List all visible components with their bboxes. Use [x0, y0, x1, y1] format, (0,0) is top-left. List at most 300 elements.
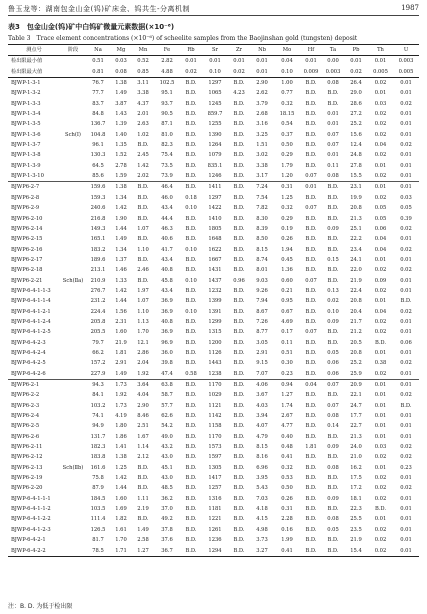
- value-cell: 83.7: [92, 100, 104, 107]
- value-cell: 0.02: [374, 131, 387, 138]
- value-cell: 1443: [208, 360, 222, 367]
- value-cell: 161.6: [90, 464, 106, 471]
- sample-id-cell: BJWP-6-4-1-2-1: [11, 308, 51, 315]
- value-cell: 37.8: [161, 526, 173, 533]
- value-cell: 7.54: [256, 194, 268, 201]
- column-header: Na: [86, 45, 110, 56]
- value-cell: 0.02: [374, 495, 387, 502]
- value-cell: B.D.: [233, 516, 245, 523]
- value-cell: 49.0: [161, 433, 173, 440]
- value-cell: B.D.: [305, 194, 317, 201]
- value-cell: 0.23: [274, 369, 300, 380]
- value-cell: 0.54: [281, 121, 293, 128]
- value-cell: 0.51: [281, 349, 293, 356]
- value-cell: 0.02: [374, 526, 387, 533]
- value-cell: B.D.: [137, 464, 149, 471]
- value-cell: B.D.: [327, 485, 339, 492]
- value-cell: 2.78: [115, 162, 127, 169]
- stage-cell: Sch(Ⅰ): [65, 131, 81, 138]
- value-cell: B.D.: [185, 349, 197, 356]
- value-cell: 1.36: [281, 267, 293, 274]
- value-cell: B.D.: [327, 215, 339, 222]
- value-cell: 205.8: [90, 318, 106, 325]
- value-cell: 3.11: [137, 80, 149, 87]
- value-cell: 20.4: [350, 308, 362, 315]
- table-row: [8, 193, 419, 203]
- value-cell: 0.01: [400, 318, 412, 325]
- value-cell: B.D.: [305, 162, 317, 169]
- value-cell: B.D.: [305, 433, 317, 440]
- value-cell: 2.91: [115, 360, 127, 367]
- value-cell: 1232: [208, 287, 222, 294]
- value-cell: 0.37: [281, 131, 293, 138]
- value-cell: 66.2: [92, 349, 104, 356]
- sample-id-cell: BJWP-1-3-9: [11, 162, 41, 169]
- value-cell: 1221: [208, 516, 222, 523]
- value-cell: B.D.: [185, 225, 197, 232]
- limit-cell: 0.009: [300, 67, 322, 78]
- value-cell: 210.9: [90, 277, 106, 284]
- sample-id-cell: BJWP-1-3-5: [11, 121, 41, 128]
- value-cell: 0.01: [400, 256, 412, 263]
- value-cell: B.D.: [327, 184, 339, 191]
- value-cell: 1.25: [115, 464, 127, 471]
- sample-id-cell: BJWP6-2-2: [11, 392, 40, 399]
- value-cell: 0.02: [368, 171, 393, 182]
- value-cell: 84.1: [92, 392, 104, 399]
- sample-id-cell: BJWP-6-4-1-1-1: [11, 495, 51, 502]
- value-cell: 1.92: [132, 369, 154, 380]
- value-cell: B.D.: [233, 142, 245, 149]
- value-cell: B.D.: [305, 454, 317, 461]
- limit-cell: 0.01: [250, 67, 274, 78]
- value-cell: 1.27: [281, 392, 293, 399]
- value-cell: 0.01: [400, 287, 412, 294]
- value-cell: B.D.: [233, 121, 245, 128]
- value-cell: 1.10: [137, 246, 149, 253]
- table-row: [8, 348, 419, 358]
- value-cell: B.D.: [137, 215, 149, 222]
- value-cell: 1.49: [110, 369, 132, 380]
- value-cell: 183.2: [90, 246, 106, 253]
- stage-cell: [60, 307, 86, 317]
- value-cell: 0.01: [374, 433, 387, 440]
- value-cell: 0.05: [374, 205, 387, 212]
- stage-cell: [60, 140, 86, 150]
- value-cell: 0.16: [281, 526, 293, 533]
- value-cell: 0.50: [281, 142, 293, 149]
- value-cell: 8.01: [256, 267, 268, 274]
- value-cell: 0.03: [374, 100, 387, 107]
- value-cell: 94.9: [92, 423, 104, 430]
- value-cell: 0.01: [400, 413, 412, 420]
- value-cell: B.D.: [233, 464, 245, 471]
- value-cell: 79.7: [92, 339, 104, 346]
- value-cell: B.D.: [137, 485, 149, 492]
- value-cell: 21.3: [350, 215, 362, 222]
- value-cell: 1.74: [281, 402, 293, 409]
- value-cell: 0.04: [374, 308, 387, 315]
- limit-cell: 0.005: [368, 67, 393, 78]
- value-cell: 0.02: [400, 142, 412, 149]
- value-cell: B.D.: [233, 215, 245, 222]
- value-cell: 1.67: [137, 433, 149, 440]
- value-cell: 1.42: [115, 205, 127, 212]
- value-cell: 0.03: [374, 444, 387, 451]
- value-cell: B.D.: [185, 382, 197, 388]
- value-cell: 0.01: [400, 152, 412, 159]
- value-cell: 36.9: [161, 298, 173, 305]
- value-cell: 0.02: [374, 80, 387, 87]
- value-cell: 22.1: [350, 392, 362, 399]
- value-cell: 40.8: [161, 318, 173, 325]
- table-row: [8, 338, 419, 348]
- value-cell: B.D.: [305, 256, 317, 263]
- value-cell: 2.63: [137, 121, 149, 128]
- value-cell: 64.5: [92, 162, 104, 169]
- value-cell: 2.58: [137, 537, 149, 544]
- value-cell: B.D.: [300, 369, 322, 380]
- value-cell: 1.02: [137, 131, 149, 138]
- value-cell: 36.7: [154, 546, 180, 557]
- stage-cell: [60, 255, 86, 265]
- value-cell: 94.3: [92, 382, 104, 388]
- value-cell: 36.0: [161, 349, 173, 356]
- value-cell: 0.32: [281, 464, 293, 471]
- value-cell: 0.23: [400, 464, 412, 471]
- table-row: [8, 88, 419, 98]
- value-cell: 1.60: [115, 329, 127, 336]
- value-cell: 111.4: [90, 516, 106, 523]
- stage-cell: [60, 421, 86, 431]
- value-cell: B.D.: [305, 225, 317, 232]
- value-cell: 27.2: [350, 111, 362, 118]
- value-cell: B.D.: [233, 382, 245, 388]
- sample-id-cell: BJWP6-2-9: [11, 205, 40, 212]
- value-cell: B.D.: [305, 318, 317, 325]
- value-cell: 1.52: [115, 152, 127, 159]
- value-cell: 3.38: [137, 90, 149, 97]
- value-cell: 1622: [208, 246, 222, 253]
- value-cell: 7.07: [250, 369, 274, 380]
- column-header: Fe: [154, 45, 180, 56]
- value-cell: 43.4: [161, 287, 173, 294]
- sample-id-cell: BJWP-1-3-2: [11, 90, 41, 97]
- value-cell: B.D.: [374, 339, 387, 346]
- value-cell: 25.2: [350, 360, 362, 367]
- value-cell: 2.12: [137, 454, 149, 461]
- stage-cell: [60, 265, 86, 275]
- value-cell: B.D.: [185, 464, 197, 471]
- value-cell: 1.99: [281, 537, 293, 544]
- value-cell: 43.4: [161, 205, 173, 212]
- value-cell: B.D.: [305, 516, 317, 523]
- value-cell: B.D.: [233, 475, 245, 482]
- value-cell: 0.02: [374, 287, 387, 294]
- table-row: [8, 369, 419, 380]
- value-cell: 82.3: [161, 142, 173, 149]
- value-cell: 0.01: [327, 111, 339, 118]
- value-cell: 0.06: [400, 339, 412, 346]
- value-cell: 0.01: [374, 413, 387, 420]
- stage-cell: [60, 119, 86, 129]
- value-cell: B.D.: [185, 329, 197, 336]
- value-cell: 0.01: [374, 349, 387, 356]
- value-cell: B.D.: [137, 205, 149, 212]
- value-cell: 0.01: [400, 277, 412, 284]
- value-cell: 49.2: [161, 516, 173, 523]
- value-cell: 0.39: [400, 215, 412, 222]
- value-cell: 9.03: [256, 277, 268, 284]
- value-cell: 43.4: [161, 256, 173, 263]
- stage-cell: [60, 203, 86, 213]
- value-cell: 3.17: [250, 171, 274, 182]
- value-cell: 1.81: [115, 349, 127, 356]
- value-cell: 8.50: [256, 236, 268, 243]
- value-cell: 1297: [208, 194, 222, 201]
- table-caption-cn: 表3 包金山金(钨)矿中白钨矿微量元素数据(×10⁻⁶): [8, 23, 175, 31]
- value-cell: 0.07: [327, 402, 339, 409]
- value-cell: 85.6: [86, 171, 110, 182]
- value-cell: B.D.: [233, 537, 245, 544]
- table-row: [8, 514, 419, 524]
- value-cell: 0.01: [400, 162, 412, 169]
- value-cell: B.D.: [233, 308, 245, 315]
- value-cell: 1.44: [115, 298, 127, 305]
- value-cell: B.D.: [137, 142, 149, 149]
- value-cell: 0.02: [374, 485, 387, 492]
- table-row: [8, 140, 419, 150]
- sample-id-cell: BJWP-6-4-2-1: [11, 537, 46, 544]
- value-cell: B.D.: [327, 392, 339, 399]
- value-cell: 8.39: [256, 225, 268, 232]
- value-cell: 96.1: [92, 142, 104, 149]
- value-cell: 1.11: [137, 495, 149, 502]
- value-cell: 48.5: [161, 485, 173, 492]
- value-cell: B.D.: [137, 194, 149, 201]
- limit-cell: 0.01: [305, 58, 317, 65]
- sample-id-cell: BJWP6-2-20: [11, 485, 43, 492]
- value-cell: B.D.: [305, 526, 317, 533]
- value-cell: B.D.: [185, 506, 197, 513]
- value-cell: 1200: [208, 339, 222, 346]
- value-cell: B.D.: [327, 475, 339, 482]
- value-cell: B.D.: [374, 506, 387, 513]
- value-cell: 1.43: [115, 111, 127, 118]
- value-cell: 0.02: [400, 485, 412, 492]
- value-cell: 0.02: [400, 454, 412, 461]
- value-cell: 159.6: [90, 184, 106, 191]
- value-cell: B.D.: [185, 236, 197, 243]
- value-cell: 3.16: [256, 121, 268, 128]
- value-cell: 1431: [208, 267, 222, 274]
- value-cell: B.D.: [185, 413, 197, 420]
- value-cell: 0.01: [400, 475, 412, 482]
- value-cell: 103.5: [90, 506, 106, 513]
- table-row: [8, 442, 419, 452]
- sample-id-cell: BJWP-6-4-1-1-4: [11, 298, 51, 305]
- table-row: [8, 224, 419, 234]
- table-row: [8, 245, 419, 255]
- table-note: 注：B. D. 为低于检出限: [8, 603, 73, 610]
- value-cell: 1.70: [137, 329, 149, 336]
- value-cell: 7.26: [256, 318, 268, 325]
- value-cell: 0.01: [400, 184, 412, 191]
- limit-cell: 0.01: [256, 58, 268, 65]
- value-cell: 0.08: [327, 80, 339, 87]
- value-cell: B.D.: [137, 256, 149, 263]
- stage-cell: [60, 473, 86, 483]
- value-cell: 0.04: [305, 382, 317, 388]
- value-cell: 0.02: [400, 360, 412, 367]
- column-header: U: [393, 45, 419, 56]
- value-cell: 3.87: [115, 100, 127, 107]
- value-cell: 0.07: [300, 171, 322, 182]
- value-cell: 18.15: [279, 111, 295, 118]
- value-cell: 8.77: [256, 329, 268, 336]
- limit-cell: 0.51: [92, 58, 104, 65]
- table-row: [8, 78, 419, 89]
- value-cell: 25.5: [350, 516, 362, 523]
- value-cell: 2.02: [132, 171, 154, 182]
- value-cell: 0.07: [305, 277, 317, 284]
- value-cell: 1.92: [115, 392, 127, 399]
- value-cell: 75.4: [161, 152, 173, 159]
- value-cell: 41.7: [161, 246, 173, 253]
- value-cell: 0.10: [327, 308, 339, 315]
- stage-cell: [60, 224, 86, 234]
- value-cell: 0.01: [400, 423, 412, 430]
- value-cell: 0.11: [281, 339, 293, 346]
- value-cell: 22.7: [350, 423, 362, 430]
- limit-cell: 0.003: [322, 67, 344, 78]
- column-header: 阶段: [60, 45, 86, 56]
- value-cell: 1.37: [115, 256, 127, 263]
- stage-cell: [60, 286, 86, 296]
- value-cell: 1648: [208, 236, 222, 243]
- value-cell: B.D.: [327, 100, 339, 107]
- column-header: Th: [368, 45, 393, 56]
- value-cell: 24.7: [350, 402, 362, 409]
- value-cell: 22.4: [350, 287, 362, 294]
- value-cell: 2.90: [256, 80, 268, 87]
- value-cell: 0.29: [281, 215, 293, 222]
- value-cell: 1.42: [115, 475, 127, 482]
- value-cell: 15.6: [350, 131, 362, 138]
- value-cell: 22.0: [350, 267, 362, 274]
- value-cell: 1297: [208, 80, 222, 87]
- value-cell: 8.15: [256, 444, 268, 451]
- value-cell: 15.5: [344, 171, 368, 182]
- value-cell: B.D.: [233, 80, 245, 87]
- value-cell: 0.11: [327, 162, 339, 169]
- value-cell: B.D.: [233, 318, 245, 325]
- limit-cell: 0.52: [137, 58, 149, 65]
- value-cell: 0.08: [327, 413, 339, 420]
- value-cell: 0.09: [327, 444, 339, 451]
- value-cell: B.D.: [233, 267, 245, 274]
- value-cell: B.D.: [327, 454, 339, 461]
- value-cell: 4.03: [256, 402, 268, 409]
- value-cell: 84.8: [92, 111, 104, 118]
- value-cell: 25.9: [344, 369, 368, 380]
- value-cell: 0.06: [374, 225, 387, 232]
- table-row: [8, 109, 419, 119]
- limit-cell: 0.01: [185, 58, 197, 65]
- value-cell: 0.01: [400, 80, 412, 87]
- value-cell: B.D.: [400, 402, 412, 409]
- stage-cell: [60, 504, 86, 514]
- value-cell: 21.9: [350, 537, 362, 544]
- value-cell: 0.01: [400, 236, 412, 243]
- value-cell: 1.44: [115, 225, 127, 232]
- limit-cell: 0.04: [281, 58, 293, 65]
- value-cell: 12.1: [137, 339, 149, 346]
- value-cell: 87.1: [161, 121, 173, 128]
- value-cell: B.D.: [233, 152, 245, 159]
- value-cell: 1261: [208, 526, 222, 533]
- value-cell: B.D.: [305, 423, 317, 430]
- value-cell: 76.7: [92, 80, 104, 87]
- value-cell: B.D.: [322, 546, 344, 557]
- value-cell: B.D.: [327, 329, 339, 336]
- value-cell: 1.70: [115, 537, 127, 544]
- value-cell: B.D.: [305, 349, 317, 356]
- value-cell: 1255: [208, 121, 222, 128]
- value-cell: 45.1: [161, 464, 173, 471]
- limit-cell: 0.85: [132, 67, 154, 78]
- value-cell: B.D.: [233, 392, 245, 399]
- value-cell: B.D.: [305, 495, 317, 502]
- value-cell: 0.58: [180, 369, 202, 380]
- value-cell: 1245: [208, 100, 222, 107]
- value-cell: 39.8: [161, 360, 173, 367]
- value-cell: 0.01: [400, 495, 412, 502]
- limit-cell: 0.01: [233, 58, 245, 65]
- value-cell: B.D.: [327, 236, 339, 243]
- sample-id-cell: BJWP6-2-15: [11, 236, 43, 243]
- value-cell: B.D.: [137, 277, 149, 284]
- value-cell: B.D.: [305, 402, 317, 409]
- value-cell: B.D.: [305, 298, 317, 305]
- value-cell: 57.7: [161, 402, 173, 409]
- table-row: [8, 171, 419, 182]
- sample-id-cell: BJWP6-2-11: [11, 444, 43, 451]
- value-cell: 0.31: [281, 184, 293, 191]
- trace-element-table: [8, 44, 419, 557]
- value-cell: 1.10: [137, 308, 149, 315]
- value-cell: B.D.: [305, 267, 317, 274]
- value-cell: 4.07: [256, 423, 268, 430]
- stage-cell: [60, 432, 86, 442]
- value-cell: 1029: [208, 392, 222, 399]
- value-cell: 46.3: [161, 225, 173, 232]
- value-cell: B.D.: [137, 184, 149, 191]
- limit-cell: 0.02: [180, 67, 202, 78]
- value-cell: 4.19: [115, 413, 127, 420]
- value-cell: B.D.: [233, 329, 245, 336]
- value-cell: 23.5: [350, 526, 362, 533]
- value-cell: 0.41: [274, 546, 300, 557]
- value-cell: 87.9: [92, 485, 104, 492]
- stage-cell: [60, 88, 86, 98]
- value-cell: 43.0: [161, 454, 173, 461]
- value-cell: 2.01: [137, 111, 149, 118]
- value-cell: B.D.: [185, 423, 197, 430]
- value-cell: 183.8: [90, 454, 106, 461]
- stage-cell: [60, 535, 86, 545]
- value-cell: 25.2: [350, 121, 362, 128]
